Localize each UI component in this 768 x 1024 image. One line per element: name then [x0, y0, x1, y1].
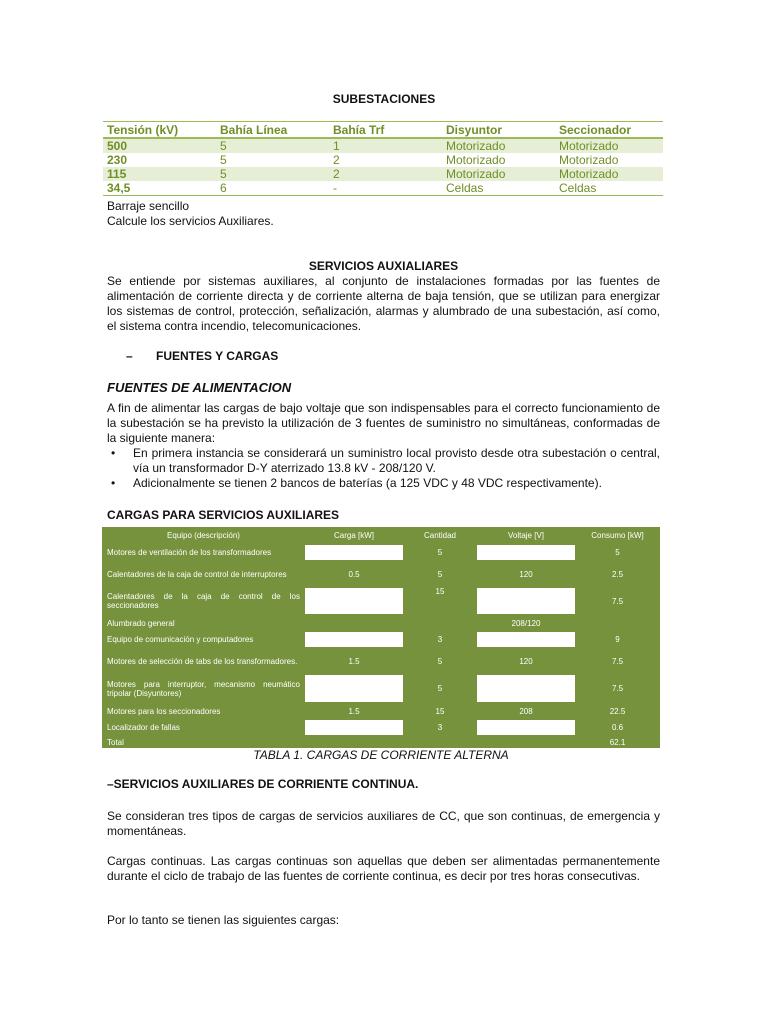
table-row [102, 648, 660, 674]
table-cell: Motores de ventilación de los transformadores [107, 548, 272, 557]
subestaciones-table [103, 121, 663, 196]
table-row [103, 181, 663, 196]
col-header: Equipo (descripción) [167, 531, 240, 540]
table-cell: Motores de selección de tabs de los transformadores. [107, 656, 298, 666]
cargas-table-panel [102, 527, 660, 748]
table-cell: Motores para los seccionadores [107, 706, 221, 716]
empty-cell [477, 632, 575, 647]
col-header: Seccionador [555, 122, 663, 139]
cc-paragraph-2: Cargas continuas. Las cargas continuas son aquellas que deben ser alimentadas permanentemente durante el ciclo de trabajo de las fuentes de corriente continua, es decir por tres horas consecutivas. [107, 854, 660, 883]
table-cell: 5 [437, 569, 443, 579]
table-cell: 22.5 [609, 706, 626, 716]
page-title: SUBESTACIONES [332, 92, 436, 106]
table-cell: Alumbrado general [107, 618, 175, 628]
table-row [103, 153, 663, 167]
table-cell: 2.5 [611, 569, 624, 579]
cc-paragraph-1: Se consideran tres tipos de cargas de servicios auxiliares de CC, que son continuas, de emergencia y momentáneas. [107, 809, 660, 838]
col-header: Tensión (kV) [103, 122, 216, 139]
table-cell: 120 [519, 569, 533, 579]
table-cell: Total [107, 738, 124, 747]
table-cell: 120 [519, 656, 533, 666]
table-cell: - [329, 181, 442, 196]
col-header: Bahía Trf [329, 122, 442, 139]
empty-cell [305, 632, 403, 647]
table-cell: 2 [329, 167, 442, 181]
table-cell: 5 [437, 656, 443, 666]
table-cell: 34,5 [103, 181, 216, 196]
table-cell: 5 [216, 167, 329, 181]
table-cell: 5 [216, 138, 329, 153]
cargas-table [102, 527, 660, 749]
cc-paragraph-3: Por lo tanto se tienen las siguientes cargas: [107, 913, 340, 927]
table-cell: 1.5 [348, 706, 360, 716]
empty-cell [477, 545, 575, 560]
empty-cell [477, 675, 575, 702]
table-cell: 208 [519, 706, 533, 716]
table-cell: 5 [437, 684, 443, 693]
fuentes-heading: – FUENTES Y CARGAS [126, 349, 279, 363]
table-cell: Celdas [442, 181, 555, 196]
table-header-row [102, 527, 660, 544]
table-cell: 0.5 [348, 569, 360, 579]
cc-title: –SERVICIOS AUXILIARES DE CORRIENTE CONTINUA. [107, 777, 419, 791]
table-cell: 7.5 [611, 684, 624, 693]
table-caption: TABLA 1. CARGAS DE CORRIENTE ALTERNA [253, 748, 509, 762]
table-row [102, 544, 660, 561]
table-cell: 3 [437, 723, 443, 732]
empty-cell [477, 588, 575, 614]
table-cell: 15 [435, 706, 445, 716]
table-cell: Motores para interruptor, mecanismo neumático tripolar (Disyuntores) [107, 679, 300, 698]
col-header: Voltaje [V] [507, 531, 545, 540]
table-row [103, 138, 663, 153]
table-cell: 500 [103, 138, 216, 153]
table-cell: Celdas [555, 181, 663, 196]
table-cell: 15 [435, 587, 445, 596]
table-row [102, 703, 660, 719]
table-cell: Motorizado [555, 138, 663, 153]
table-cell: Motorizado [442, 138, 555, 153]
table-cell: 9 [615, 635, 620, 644]
col-header: Consumo [kW] [591, 531, 644, 540]
bullet-icon: • [111, 446, 116, 460]
table-header-row [103, 122, 663, 139]
table-row [102, 631, 660, 648]
table-cell: 230 [107, 153, 128, 167]
table-cell: Localizador de fallas [107, 723, 180, 732]
table-cell: Motorizado [555, 167, 663, 181]
table-row [102, 719, 660, 736]
table-cell: 7.5 [611, 596, 624, 606]
table-cell: 208/120 [511, 618, 541, 628]
fuentes-paragraph: A fin de alimentar las cargas de bajo voltaje que son indispensables para el correcto funcionamiento de la subestación se ha previsto la utilización de 3 fuentes de suministro no simultáneas, conformadas de la siguiente manera: [107, 401, 660, 445]
servicios-paragraph: Se entiende por sistemas auxiliares, al conjunto de instalaciones formadas por las fuentes de alimentación de corriente directa y de corriente alterna de baja tensión, que se utilizan para energizar los sistemas de control, protección, señalización, alarmas y alumbrado de una subestación, así como, el sistema contra incendio, telecomunicaciones. [107, 274, 660, 333]
col-header: Carga [kW] [333, 531, 374, 540]
table-row [102, 674, 660, 703]
table-cell: 6 [216, 181, 329, 196]
table-cell: Motorizado [446, 153, 506, 167]
fuentes-alimentacion-title: FUENTES DE ALIMENTACION [107, 380, 292, 395]
table-cell: 1 [329, 138, 442, 153]
col-header: Cantidad [423, 531, 457, 540]
table-cell: 62.1 [609, 738, 626, 747]
table-cell: 115 [103, 167, 216, 181]
table-cell: 0.6 [611, 723, 624, 732]
table-cell: Calentadores de la caja de control de interruptores [107, 569, 287, 579]
table-row [102, 615, 660, 631]
table-cell: Equipo de comunicación y computadores [107, 635, 254, 644]
table-cell: Motorizado [442, 167, 555, 181]
table-cell: 7.5 [611, 656, 624, 666]
servicios-title: SERVICIOS AUXIALIARES [308, 259, 459, 273]
empty-cell [305, 545, 403, 560]
table-row [102, 587, 660, 615]
empty-cell [305, 588, 403, 614]
table-cell: 3 [437, 635, 443, 644]
table-cell: 5 [220, 153, 227, 167]
empty-cell [477, 720, 575, 735]
empty-cell [305, 675, 403, 702]
table-row [102, 561, 660, 587]
cargas-title: CARGAS PARA SERVICIOS AUXILIARES [107, 508, 340, 522]
table-cell: 2 [333, 153, 340, 167]
list-item [107, 446, 660, 476]
list-item-text: En primera instancia se considerará un suministro local provisto desde otra subestación o central, vía un transformador D-Y aterrizado 13.8 kV - 208/120 V. [133, 446, 660, 475]
table-row [103, 167, 663, 181]
empty-cell [305, 720, 403, 735]
table-cell: 1.5 [348, 656, 360, 666]
list-item [107, 476, 660, 491]
note-calcule: Calcule los servicios Auxiliares. [107, 214, 274, 228]
table-cell: 5 [437, 548, 443, 557]
table-cell: Motorizado [559, 153, 619, 167]
col-header: Disyuntor [442, 122, 555, 139]
table-cell: Calentadores de la caja de control de los seccionadores [107, 592, 300, 610]
list-item-text: Adicionalmente se tienen 2 bancos de baterías (a 125 VDC y 48 VDC respectivamente). [133, 476, 602, 490]
note-barraje: Barraje sencillo [107, 199, 190, 213]
bullet-icon: • [111, 476, 116, 490]
fuentes-bullet-list [107, 446, 660, 491]
table-cell: 5 [615, 548, 620, 557]
col-header: Bahía Línea [216, 122, 329, 139]
